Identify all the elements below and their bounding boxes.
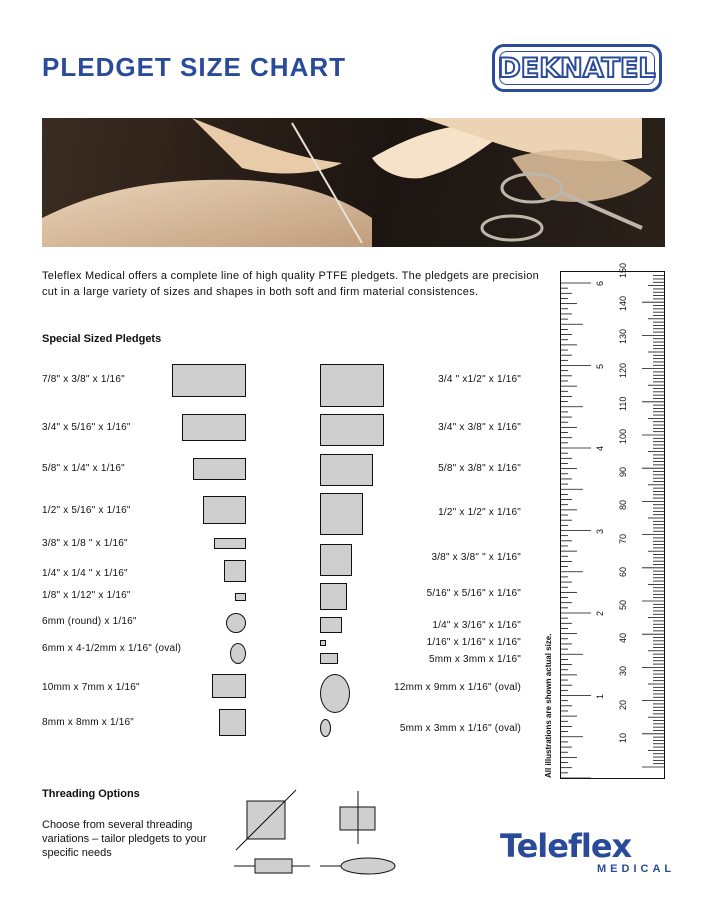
pledget-shape [224, 560, 246, 582]
left-label: 3/4" x 5/16" x 1/16" [42, 422, 131, 433]
deknatel-logo-text: DEKNATEL [498, 52, 656, 84]
right-label: 5/8" x 3/8" x 1/16" [438, 463, 521, 474]
ruler-caption: All illustrations are shown actual size. [544, 633, 553, 778]
pledget-shape [212, 674, 246, 698]
left-label: 8mm x 8mm x 1/16" [42, 717, 134, 728]
right-label: 1/2" x 1/2" x 1/16" [438, 507, 521, 518]
ruler-inch-label: 2 [595, 610, 605, 616]
left-label: 7/8" x 3/8" x 1/16" [42, 374, 125, 385]
ruler-mm-label: 20 [618, 699, 628, 710]
deknatel-logo [492, 44, 662, 92]
pledget-shape [320, 583, 347, 610]
ruler-mm-label: 150 [618, 262, 628, 278]
threading-text: Choose from several threading variations – tailor pledgets to your specific needs [42, 819, 207, 859]
left-label: 1/2" x 5/16" x 1/16" [42, 505, 131, 516]
ruler-inch-label: 3 [595, 528, 605, 534]
pledget-shape [320, 364, 384, 407]
pledget-shape [182, 414, 246, 441]
pledget-shape [320, 617, 342, 633]
page-title: PLEDGET SIZE CHART [42, 52, 347, 82]
ruler-mm-label: 70 [618, 533, 628, 544]
right-label: 5mm x 3mm x 1/16" [429, 654, 521, 665]
ruler-mm-label: 90 [618, 467, 628, 478]
ruler-inch-label: 6 [595, 280, 605, 286]
ruler-mm-label: 140 [618, 296, 628, 312]
pledget-shape [230, 643, 246, 664]
pledget-shape [172, 364, 246, 397]
ruler-mm-label: 130 [618, 329, 628, 345]
left-label: 1/8" x 1/12" x 1/16" [42, 590, 131, 601]
pledget-shape [320, 674, 350, 713]
pledget-shape [203, 496, 246, 524]
ruler-mm-label: 120 [618, 362, 628, 378]
pledget-shape [320, 653, 338, 664]
pledget-shape [320, 414, 384, 446]
teleflex-logo: Teleflex [500, 827, 632, 865]
left-label: 10mm x 7mm x 1/16" [42, 682, 140, 693]
ruler-mm-label: 10 [618, 732, 628, 743]
left-label: 6mm (round) x 1/16" [42, 616, 137, 627]
left-label: 1/4" x 1/4 " x 1/16" [42, 568, 128, 579]
right-label: 5mm x 3mm x 1/16" (oval) [399, 723, 521, 734]
ruler [560, 262, 665, 779]
ruler-mm-label: 80 [618, 500, 628, 511]
pledget-shape [320, 493, 363, 535]
pledget-shape [219, 709, 246, 736]
right-label: 3/4" x 3/8" x 1/16" [438, 422, 521, 433]
pledget-shape [320, 719, 331, 737]
pledget-shape [193, 458, 246, 480]
teleflex-medical: MEDICAL [597, 863, 676, 875]
special-heading: Special Sized Pledgets [42, 333, 162, 345]
pledget-shape [214, 538, 246, 549]
ruler-mm-label: 60 [618, 566, 628, 577]
right-label: 1/16" x 1/16" x 1/16" [426, 637, 521, 648]
ruler-inch-label: 4 [595, 445, 605, 451]
intro-text: Teleflex Medical offers a complete line of high quality PTFE pledgets. The pledgets are precision cut in a large variety of sizes and shapes in both soft and firm material consistences. [42, 270, 540, 298]
ruler-mm-label: 30 [618, 666, 628, 677]
pledget-shape [320, 454, 373, 486]
ruler-mm-label: 100 [618, 428, 628, 444]
pledget-shape [226, 613, 246, 633]
left-label: 5/8" x 1/4" x 1/16" [42, 463, 125, 474]
threading-heading: Threading Options [42, 788, 140, 800]
right-label: 5/16" x 5/16" x 1/16" [426, 588, 521, 599]
right-label: 1/4" x 3/16" x 1/16" [432, 620, 521, 631]
ruler-inch-label: 5 [595, 363, 605, 369]
right-label: 3/4 " x1/2" x 1/16" [438, 374, 521, 385]
pledget-shape [320, 640, 326, 646]
left-label: 3/8" x 1/8 " x 1/16" [42, 538, 128, 549]
ruler-mm-label: 40 [618, 633, 628, 644]
ruler-mm-label: 110 [618, 396, 628, 411]
pledget-shape [235, 593, 246, 601]
pledget-shape [320, 544, 352, 576]
left-label: 6mm x 4-1/2mm x 1/16" (oval) [42, 643, 182, 654]
right-label: 3/8" x 3/8" " x 1/16" [431, 552, 521, 563]
ruler-mm-label: 50 [618, 599, 628, 610]
right-label: 12mm x 9mm x 1/16" (oval) [394, 682, 521, 693]
ruler-inch-label: 1 [595, 693, 605, 699]
surgery-photo-icon [42, 118, 665, 247]
threading-diagram-icon [230, 786, 400, 880]
